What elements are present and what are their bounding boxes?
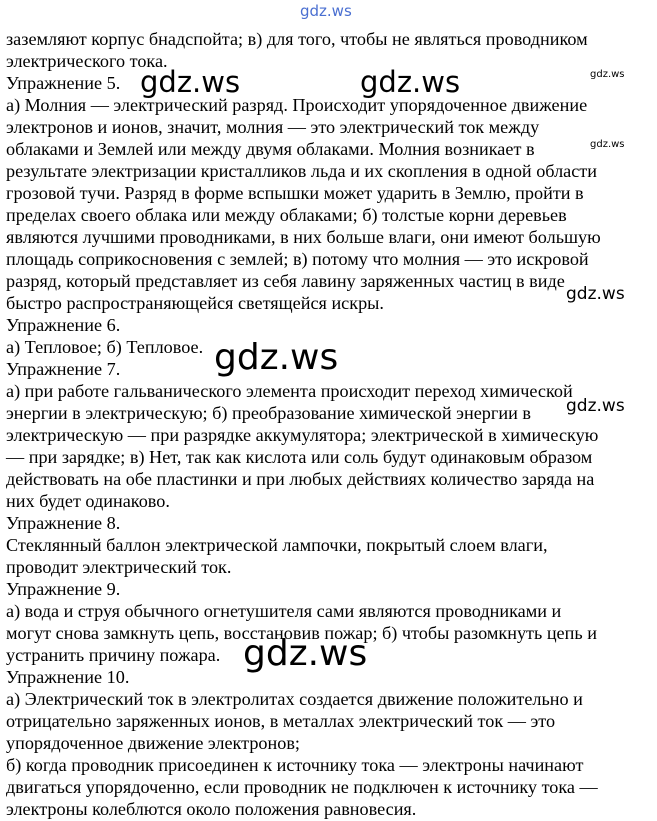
exercise-heading: Упражнение 6. bbox=[6, 315, 121, 335]
text-line: пределах своего облака или между облаками; б) толстые корни деревьев bbox=[6, 205, 567, 225]
text-line: результате электризации кристалликов льда и их скопления в одной области bbox=[6, 161, 597, 181]
watermark: gdz.ws bbox=[566, 284, 625, 304]
exercise-heading: Упражнение 8. bbox=[6, 513, 121, 533]
text-line: отрицательно заряженных ионов, в металлах электрический ток — это bbox=[6, 711, 556, 731]
text-line: энергии в электрическую; б) преобразование химической энергии в bbox=[6, 403, 531, 423]
text-line: проводит электрический ток. bbox=[6, 557, 232, 577]
text-line: а) при работе гальванического элемента происходит переход химической bbox=[6, 381, 573, 401]
exercise-heading: Упражнение 7. bbox=[6, 359, 121, 379]
text-line: разряд, который представляет из себя лавину заряженных частиц в виде bbox=[6, 271, 565, 291]
text-line: электронов и ионов, значит, молния — это электрический ток между bbox=[6, 117, 540, 137]
text-line: действовать на обе пластинки и при любых действиях количество заряда на bbox=[6, 469, 595, 489]
text-line: быстро распространяющейся светящейся искры. bbox=[6, 293, 384, 313]
text-line: могут снова замкнуть цепь, восстановив пожар; б) чтобы разомкнуть цепь и bbox=[6, 623, 597, 643]
watermark: gdz.ws bbox=[360, 65, 461, 99]
watermark: gdz.ws bbox=[243, 633, 368, 674]
text-line: — при зарядке; в) Нет, так как кислота или соль будут одинаковым образом bbox=[6, 447, 593, 467]
text-line: упорядоченное движение электронов; bbox=[6, 733, 300, 753]
exercise-heading: Упражнение 5. bbox=[6, 73, 121, 93]
text-line: электроны колеблются около положения равновесия. bbox=[6, 799, 417, 819]
text-line: а) Молния — электрический разряд. Происходит упорядоченное движение bbox=[6, 95, 588, 115]
text-line: облаками и Землей или между двумя облаками. Молния возникает в bbox=[6, 139, 535, 159]
text-line: а) Электрический ток в электролитах создается движение положительно и bbox=[6, 689, 583, 709]
text-line: площадь соприкосновения с землей; в) потому что молния — это искровой bbox=[6, 249, 589, 269]
watermark: gdz.ws bbox=[590, 69, 625, 80]
text-line: б) когда проводник присоединен к источнику тока — электроны начинают bbox=[6, 755, 584, 775]
text-line: заземляют корпус бнадспойта; в) для того, чтобы не являться проводником bbox=[6, 29, 588, 49]
text-line: грозовой тучи. Разряд в форме вспышки может ударить в Землю, пройти в bbox=[6, 183, 584, 203]
text-line: а) Тепловое; б) Тепловое. bbox=[6, 337, 204, 357]
exercise-heading: Упражнение 9. bbox=[6, 579, 121, 599]
watermark: gdz.ws bbox=[214, 337, 339, 378]
text-line: являются лучшими проводниками, в них больше влаги, они имеют большую bbox=[6, 227, 601, 247]
text-line: них будет одинаково. bbox=[6, 491, 170, 511]
text-line: устранить причину пожара. bbox=[6, 645, 221, 665]
text-line: электрическую — при разрядке аккумулятора; электрической в химическую bbox=[6, 425, 599, 445]
text-line: а) вода и струя обычного огнетушителя сами являются проводниками и bbox=[6, 601, 562, 621]
exercise-heading: Упражнение 10. bbox=[6, 667, 130, 687]
text-line: Стеклянный баллон электрической лампочки, покрытый слоем влаги, bbox=[6, 535, 548, 555]
text-line: электрического тока. bbox=[6, 51, 168, 71]
watermark: gdz.ws bbox=[590, 139, 625, 150]
header-watermark: gdz.ws bbox=[300, 2, 352, 20]
watermark: gdz.ws bbox=[566, 396, 625, 416]
text-line: двигаться упорядоченно, если проводник не подключен к источнику тока — bbox=[6, 777, 598, 797]
watermark: gdz.ws bbox=[140, 65, 241, 99]
